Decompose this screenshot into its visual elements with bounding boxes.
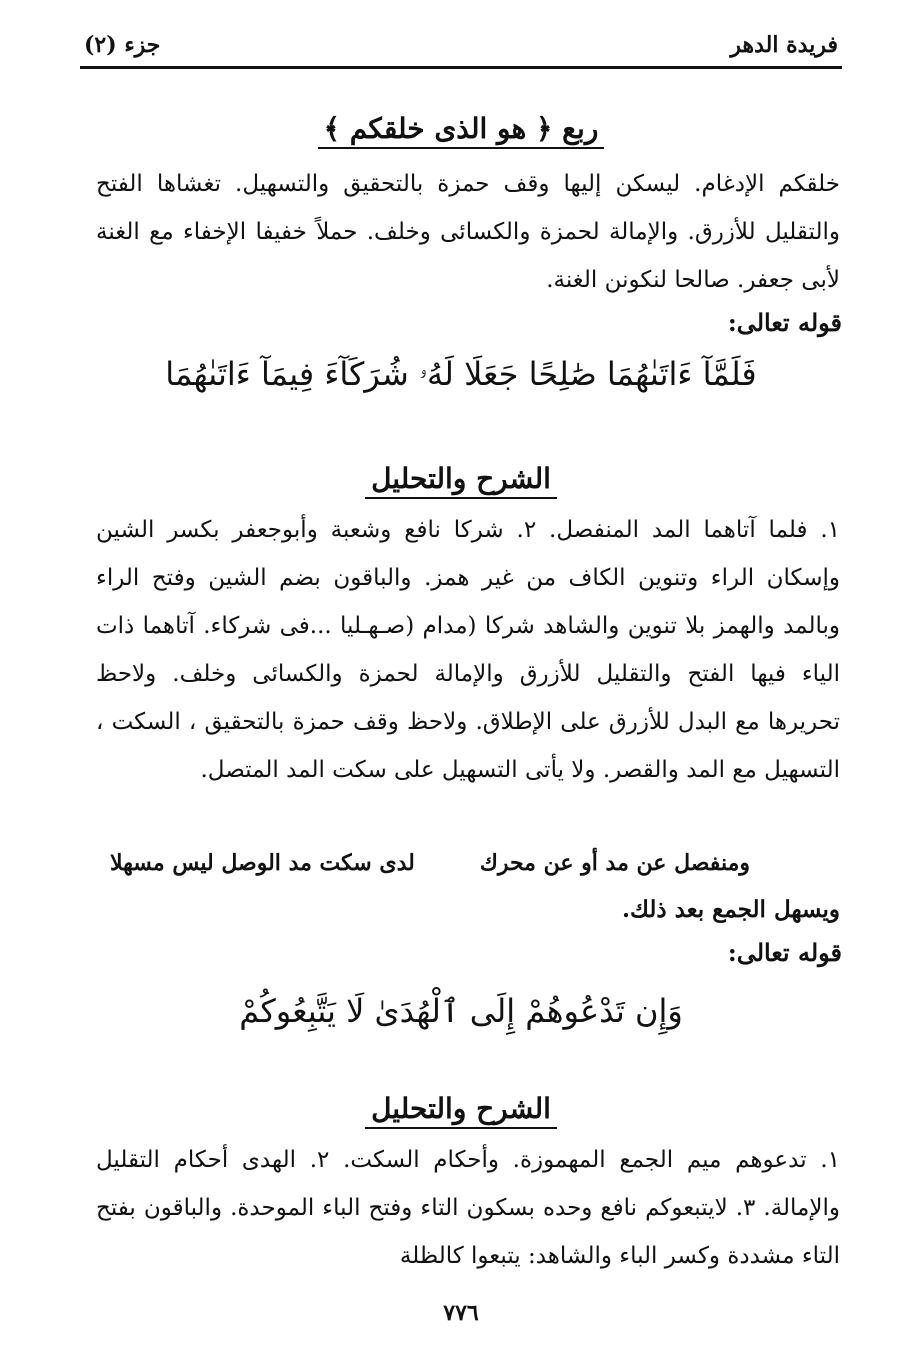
page-header [80,30,842,69]
book-title: فريدة الدهر [730,32,838,58]
verse-label: قوله تعالى: [727,938,842,967]
quran-verse: وَإِن تَدْعُوهُمْ إِلَى ٱلْهُدَىٰ لَا يَتَّبِعُوكُمْ [239,992,683,1030]
paragraph-commentary: ١. فلما آتاهما المد المنفصل. ٢. شركا نافع وشعبة وأبوجعفر بكسر الشين وإسكان الراء وتنوين الكاف من غير همز. والباقون بضم الشين وفتح الراء وبالمد والهمز بلا تنوين والشاهد شركا (مدام (صـهـليا ...فى شركاء. آتاهما ذات الياء فيها الفتح والتقليل للأزرق والإمالة لحمزة والكسائى وخلف. ولاحظ تحريرها مع البدل للأزرق على الإطلاق. ولاحظ وقف حمزة بالتحقيق ، السكت ، التسهيل مع المد والقصر. ولا يأتى التسهيل على سكت المد المتصل. [96,517,840,783]
paragraph-rub: خلقكم الإدغام. ليسكن إليها وقف حمزة بالتحقيق والتسهيل. تغشاها الفتح والتقليل للأزرق. والإمالة لحمزة والكسائى وخلف. حملاً خفيفا الإخفاء مع الغنة لأبى جعفر. صالحا لنكونن الغنة. [96,171,840,293]
page-number: ٧٧٦ [443,1300,479,1326]
poem-hemistich-first: ومنفصل عن مد أو عن محرك [479,850,750,876]
poem-hemistich-second: لدى سكت مد الوصل ليس مسهلا [110,850,415,876]
verse-label: قوله تعالى: [727,308,842,337]
paragraph-after-poem: ويسهل الجمع بعد ذلك. [621,896,840,923]
section-heading-rub: ربع ﴿ هو الذى خلقكم ﴾ [0,112,922,145]
paragraph-commentary: ١. تدعوهم ميم الجمع المهموزة. وأحكام السكت. ٢. الهدى أحكام التقليل والإمالة. ٣. لايتبعوكم نافع وحده بسكون التاء وفتح الباء الموحدة. والباقون بفتح التاء مشددة وكسر الباء والشاهد: يتبعوا كالظلة [96,1147,840,1269]
part-number: جزء (٢) [84,32,161,58]
section-heading-commentary: الشرح والتحليل [0,1092,922,1125]
quran-verse: فَلَمَّآ ءَاتَىٰهُمَا صَٰلِحًا جَعَلَا لَهُۥ شُرَكَآءَ فِيمَآ ءَاتَىٰهُمَا [165,355,757,393]
section-heading-commentary: الشرح والتحليل [0,462,922,495]
